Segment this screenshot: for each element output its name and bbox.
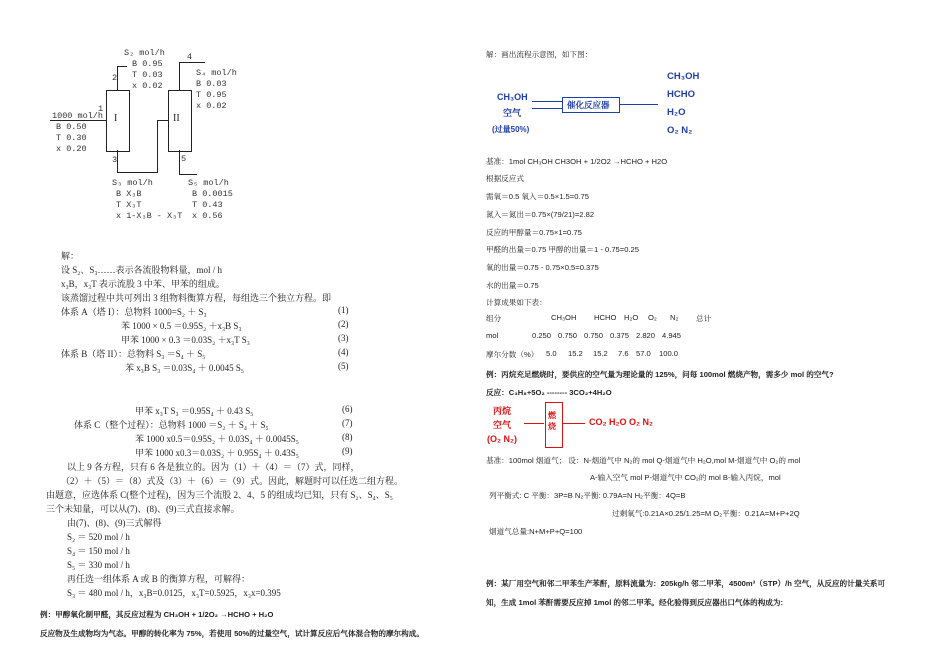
text-line: x₃B，x₃T 表示流股 3 中苯、甲苯的组成。	[61, 279, 225, 289]
text-line: 基准：1mol CH₃OH CH3OH + 1/2O2 →HCHO + H2O	[486, 157, 668, 166]
text-line: 由(7)、(8)、(9)三式解得	[67, 518, 162, 528]
result-table	[486, 313, 711, 367]
output-arrow	[620, 104, 658, 105]
stream-2-line	[117, 66, 118, 91]
table-cell: 总计	[696, 314, 712, 323]
text-line: 以上 9 各方程，只有 6 各是独立的。因为（1）＋（4）＝（7）式，同样，	[67, 462, 360, 472]
example-heading: 例：丙烷充足燃烧时，要供应的空气量为理论量的 125%，问每 100mol 燃烧产物，需多少 mol 的空气?	[486, 370, 834, 379]
text-line: 苯 x₃B S₃ ＝0.03S₄ ＋ 0.0045 S₅	[125, 363, 245, 373]
table-cell: CH₃OH	[551, 313, 577, 322]
table-cell: mol	[486, 331, 499, 340]
text-line: 设 S₂、S₃……表示各流股物料量，mol / h	[61, 265, 223, 275]
table-cell: H₂O	[624, 313, 639, 322]
text-line: 解：画出流程示意图，如下图：	[486, 50, 593, 59]
text-line: 需氧＝0.5 氧入＝0.5×1.5=0.75	[486, 192, 589, 201]
stream-4-label: S₄ mol/h B 0.03 T 0.95 x 0.02	[196, 68, 237, 111]
text-line: 苯 1000 × 0.5 ＝0.95S₂ ＋x₃B S₃	[121, 321, 242, 331]
table-cell: 100.0	[659, 349, 679, 358]
stream-3-line-h	[117, 172, 157, 173]
stream-3-line-in	[157, 120, 169, 121]
table-cell: 7.6	[618, 349, 629, 358]
example-text: 反应物及生成物均为气态。甲醇的转化率为 75%，若使用 50%的过量空气，试计算反应后气体混合物的摩尔构成。	[40, 629, 424, 638]
table-row	[486, 313, 711, 331]
stream-5-label: S₅ mol/h B 0.0015 T 0.43 x 0.56	[188, 178, 233, 221]
combustion-inputs: 丙烷 空气 (O₂ N₂)	[487, 406, 517, 444]
stream-2-label: S₂ mol/h B 0.95 T 0.03 x 0.02	[124, 48, 165, 91]
table-cell: 15.2	[568, 349, 583, 358]
combustor-label: 燃烧	[548, 411, 556, 431]
stream-number-2: 2	[112, 73, 118, 83]
tower-2-label: II	[173, 113, 180, 124]
text-line: 根据反应式	[486, 174, 524, 183]
stream-4-line-h	[179, 62, 205, 63]
tower-2	[168, 90, 192, 152]
text-line: 水的出量＝0.75	[486, 281, 539, 290]
text-line: A-输入空气 mol P-烟道气中 CO₂的 mol B-输入丙烷，mol	[590, 473, 781, 482]
text-line: 甲苯 1000 x0.3＝0.03S₂ ＋ 0.95S₄ ＋ 0.43S₅	[135, 448, 299, 458]
equation-number: (1)	[338, 305, 349, 315]
table-row	[486, 331, 711, 349]
table-cell: 2.820	[636, 331, 656, 340]
text-line: 三个未知量，可以从(7)、(8)、(9)三式直接求解。	[46, 504, 240, 514]
text-line: 列平衡式: C 平衡：3P=B N₂平衡: 0.79A=N H₂平衡：4Q=B	[489, 491, 686, 500]
reaction-equation: 反应：C₃H₈+5O₂ -------- 3CO₂+4H₂O	[486, 388, 612, 397]
equation-number: (6)	[342, 404, 353, 414]
input-arrow-1	[532, 101, 562, 102]
text-line: 甲苯 1000 × 0.3 ＝0.03S₂ ＋x₃T S₃	[121, 335, 250, 345]
tower-1	[106, 90, 130, 152]
equation-number: (2)	[338, 319, 349, 329]
stream-number-1: 1	[98, 104, 104, 114]
table-cell: O₂	[648, 313, 657, 322]
stream-3-line-v	[157, 120, 158, 173]
text-line: 计算成果如下表：	[486, 298, 547, 307]
stream-5-line	[179, 150, 180, 174]
stream-number-5: 5	[181, 154, 187, 164]
text-line: 由题意，应选体系 C(整个过程)，因为三个流股 2、4、5 的组成均已知，只有 S₂、S₄、S₅	[46, 490, 393, 500]
table-cell: 5.0	[546, 349, 557, 358]
table-cell: 0.750	[558, 331, 578, 340]
text-line: 反应的甲醇量＝0.75×1=0.75	[486, 228, 582, 237]
example-heading: 例：某厂用空气和邻二甲苯生产苯酐，原料流量为：205kg/h 邻二甲苯，4500m³（STP）/h 空气，从反应的计量关系可	[486, 579, 886, 588]
table-cell: 0.250	[532, 331, 552, 340]
table-cell: HCHO	[594, 313, 617, 322]
tower-1-label: I	[114, 113, 118, 124]
stream-3-line	[117, 150, 118, 172]
text-line: S₅ ＝ 330 mol / h	[67, 560, 130, 570]
text-line: 烟道气总量:N+M+P+Q=100	[489, 527, 583, 536]
output-list: CH₃OH HCHO H₂O O₂ N₂	[667, 71, 700, 136]
text-line: 甲苯 x₃T S₃ ＝0.95S₄ ＋ 0.43 S₅	[135, 406, 254, 416]
equation-number: (5)	[338, 361, 349, 371]
table-row	[486, 349, 711, 367]
input-excess: (过量50%)	[492, 125, 530, 134]
combustion-outputs: CO₂ H₂O O₂ N₂	[589, 417, 653, 427]
text-line: S₂ ＝ 520 mol / h	[67, 532, 130, 542]
text-line: 该蒸馏过程中共可列出 3 组物料衡算方程，每组选三个独立方程。即	[61, 293, 332, 303]
equation-number: (7)	[342, 418, 353, 428]
text-line: 体系 B（塔 II）：总物料 S₃ ＝S₄ ＋ S₅	[61, 349, 206, 359]
table-cell: 0.375	[610, 331, 630, 340]
input-air: 空气	[503, 108, 522, 118]
text-line: S₄ ＝ 150 mol / h	[67, 546, 130, 556]
text-line: 甲醛的出量＝0.75 甲醇的出量＝1 - 0.75=0.25	[486, 245, 639, 254]
reactor-label: 催化反应器	[567, 100, 610, 110]
text-line: 氮入＝氮出＝0.75×(79/21)=2.82	[486, 210, 595, 219]
stream-number-4: 4	[187, 52, 193, 62]
example-text: 知，生成 1mol 苯酐需要反应掉 1mol 的邻二甲苯。经化验得到反应器出口气体的构成为:	[486, 598, 784, 607]
table-cell: 组分	[486, 314, 502, 323]
table-cell: N₂	[670, 313, 679, 322]
table-cell: 15.2	[593, 349, 608, 358]
table-cell: 0.750	[584, 331, 604, 340]
stream-number-3: 3	[112, 155, 118, 165]
table-cell: 摩尔分数（%）	[486, 350, 539, 359]
text-line: 苯 1000 x0.5＝0.95S₂ ＋ 0.03S₄ ＋ 0.0045S₅	[135, 434, 299, 444]
equation-number: (3)	[338, 333, 349, 343]
input-arrow-2	[532, 108, 562, 109]
input-methanol: CH₃OH	[497, 92, 528, 102]
equation-number: (8)	[342, 432, 353, 442]
table-cell: 4.945	[662, 331, 682, 340]
stream-5-line-h	[179, 174, 197, 175]
stream-4-line	[179, 62, 180, 91]
text-line: （2）＋（5）＝（8）式及（3）＋（6）＝（9）式。因此，解题时可以任选二组方程。	[61, 476, 404, 486]
table-cell: 57.0	[636, 349, 651, 358]
equation-number: (9)	[342, 446, 353, 456]
text-line: 体系 A（塔 I）：总物料 1000=S₂ ＋ S₃	[61, 307, 207, 317]
input-arrow	[524, 423, 544, 424]
text-line: 氧的出量＝0.75 - 0.75×0.5=0.375	[486, 263, 599, 272]
output-arrow	[563, 423, 585, 424]
text-line: 解：	[61, 251, 80, 261]
example-heading: 例：甲醇氧化制甲醛，其反应过程为 CH₃OH + 1/2O₂ →HCHO + H₂O	[40, 610, 274, 619]
stream-3-label: S₃ mol/h B X₃B T X₃T x 1-X₃B - X₃T	[112, 178, 183, 221]
text-line: S₃ ＝ 480 mol / h，x₃B=0.0125，x₃T=0.5925，x₃x=0.395	[67, 588, 281, 598]
feed-label: 1000 mol/h B 0.50 T 0.30 x 0.20	[52, 111, 104, 154]
equation-number: (4)	[338, 347, 349, 357]
text-line: 再任选一组体系 A 或 B 的衡算方程，可解得：	[67, 574, 251, 584]
text-line: 基准：100mol 烟道气； 设：N-烟道气中 N₂的 mol Q-烟道气中 H₂O,mol M-烟道气中 O₂的 mol	[486, 456, 801, 465]
text-line: 过剩氧气:0.21A×0.25/1.25=M O₂平衡：0.21A=M+P+2Q	[612, 509, 800, 518]
text-line: 体系 C（整个过程）：总物料 1000 ＝S₂ ＋ S₄ ＋ S₅	[74, 420, 269, 430]
